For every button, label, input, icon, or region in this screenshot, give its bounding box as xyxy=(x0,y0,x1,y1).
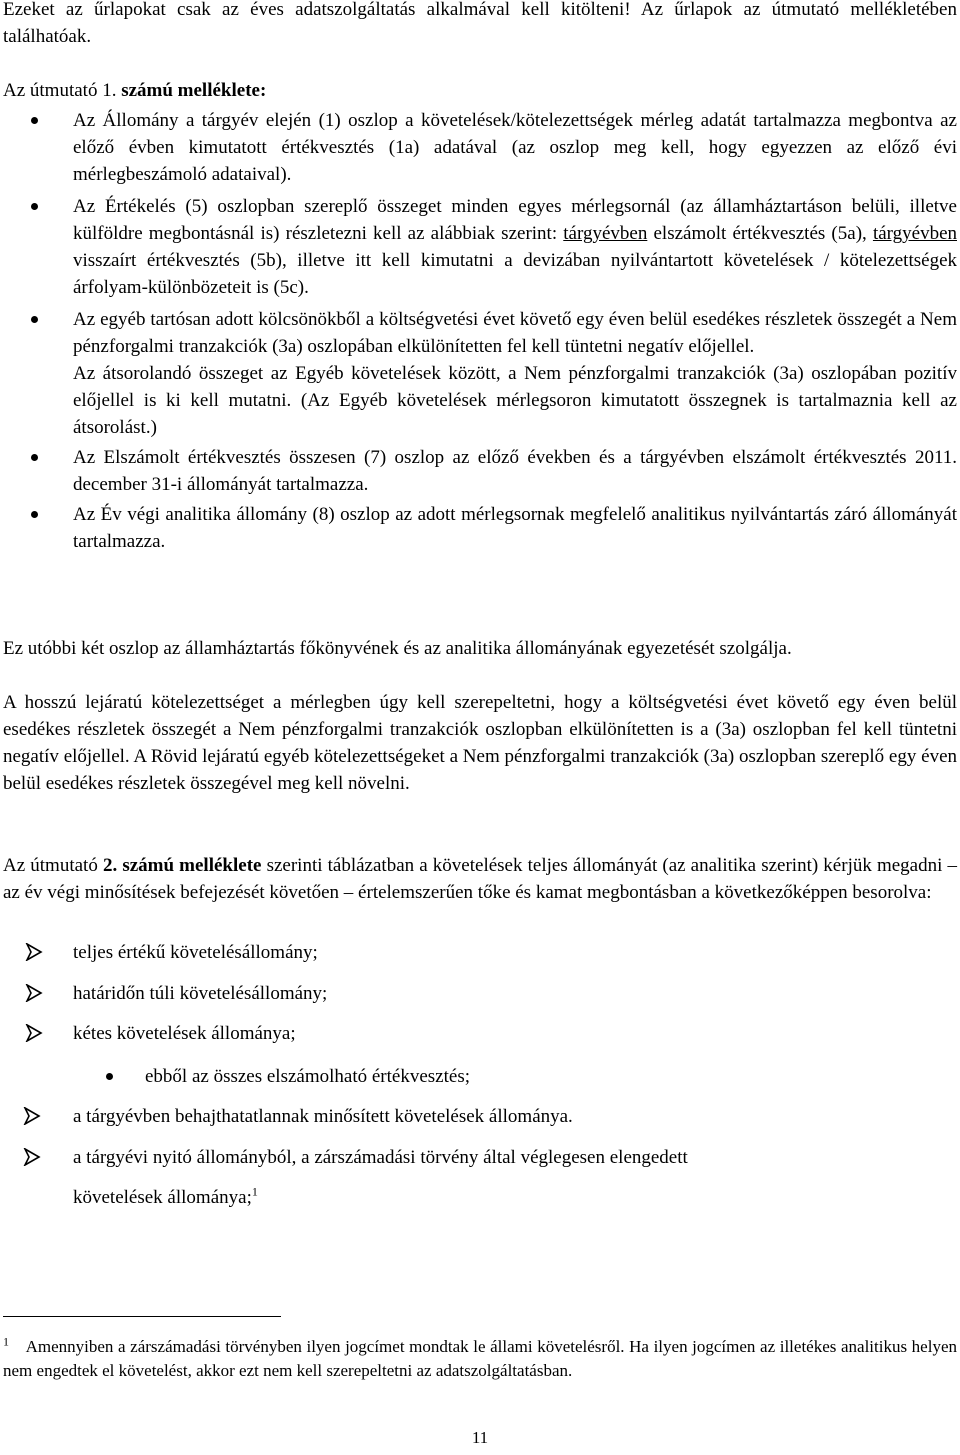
bullet-list-1 xyxy=(3,107,957,555)
bullet-icon xyxy=(31,117,38,124)
bullet-icon xyxy=(31,511,38,518)
list-item-text: Az Állomány a tárgyév elején (1) oszlop a követelések/kötelezettségek mérleg adatát tartalmazza megbontva az előző évben kimutatott értékvesztés (1a) adatával (az oszlop meg kell, hogy egyezzen az előző évi mérlegbeszámoló adataival). xyxy=(73,110,957,185)
arrow-item xyxy=(3,1103,573,1130)
footnote xyxy=(3,1335,957,1383)
arrow-bullet-icon xyxy=(25,943,43,961)
arrow-item-text: a tárgyévben behajthatatlannak minősített követelések állománya. xyxy=(73,1106,573,1127)
list-item xyxy=(3,306,957,441)
list-item-text: Az egyéb tartósan adott kölcsönökből a költségvetési évet követő egy éven belül esedékes részletek összegét a Nem pénzforgalmi tranzakciók (3a) oszlopában elkülönítetten fel kell tüntetni negatív előjellel. xyxy=(73,309,957,357)
arrow-item-text: követelések állománya; xyxy=(73,1187,252,1208)
arrow-item-continuation xyxy=(73,1184,258,1211)
arrow-bullet-icon xyxy=(25,1024,43,1042)
arrow-item-text: a tárgyévi nyitó állományból, a zárszámadási törvény által véglegesen elengedett xyxy=(73,1147,688,1168)
arrow-item xyxy=(3,980,327,1007)
arrow-item xyxy=(3,1144,688,1171)
annex1-heading xyxy=(3,77,266,104)
underlined-term: tárgyévben xyxy=(563,223,648,244)
arrow-bullet-icon xyxy=(25,984,43,1002)
list-item xyxy=(3,501,957,555)
bullet-icon xyxy=(31,316,38,323)
list-item xyxy=(3,193,957,301)
list-item-text: Az Elszámolt értékvesztés összesen (7) oszlop az előző években és a tárgyévben elszámolt értékvesztés 2011. december 31-i állományát tartalmazza. xyxy=(73,447,957,495)
footnote-reference[interactable]: 1 xyxy=(251,1184,258,1199)
bullet-icon xyxy=(106,1073,113,1080)
list-item-text: elszámolt értékvesztés (5a), xyxy=(647,223,873,244)
arrow-item xyxy=(3,1020,296,1047)
list-item xyxy=(3,444,957,498)
footnote-divider xyxy=(3,1316,281,1317)
arrow-item xyxy=(3,939,318,966)
annex2-prefix: Az útmutató xyxy=(3,855,103,876)
arrow-bullet-icon xyxy=(23,1107,41,1125)
list-item xyxy=(3,107,957,188)
bullet-icon xyxy=(31,203,38,210)
arrow-bullet-icon xyxy=(23,1148,41,1166)
annex2-rest: szerinti táblázatban a követelések teljes állományát (az analitika szerint) kérjük megadni – az év végi minősítések befejezését követően – értelemszerűen tőke és kamat megbontásban a következőképpen besorolva: xyxy=(3,855,958,903)
annex1-bold: számú melléklete: xyxy=(121,80,267,101)
list-item-text: Az Értékelés (5) oszlopban szereplő összeget minden egyes mérlegsornál (az államháztartáson belüli, illetve külföldre megbontásnál is) részletezni kell az alábbiak szerint: xyxy=(73,196,957,244)
sub-bullet-text: ebből az összes elszámolható értékvesztés; xyxy=(145,1066,470,1087)
footnote-text: Amennyiben a zárszámadási törvényben ilyen jogcímet mondtak le állami követelésről. Ha ilyen jogcímen az illetékes analitikus helyen nem engedtek el követelést, akkor ezt nem kell szerepeltetni az adatszolgáltatásban. xyxy=(3,1337,957,1380)
annex2-bold: 2. számú melléklete xyxy=(102,855,262,876)
list-item-text: visszaírt értékvesztés (5b), illetve itt kell kimutatni a devizában nyilvántartott követelések / kötelezettségek árfolyam-különbözeteit is (5c). xyxy=(73,250,957,298)
annex2-paragraph xyxy=(3,852,957,906)
paragraph-2: A hosszú lejáratú kötelezettséget a mérlegben úgy kell szerepeltetni, hogy a költségvetési évet követő egy éven belül esedékes részletek összegét a Nem pénzforgalmi tranzakciók oszlopban elkülönítetten is a (3a) oszlopban fel kell tüntetni negatív előjellel. A Rövid lejáratú egyéb kötelezettségeket a Nem pénzforgalmi tranzakciók (3a) oszlopban szereplő egy éven belül esedékes részletek összegével meg kell növelni. xyxy=(3,692,957,794)
arrow-item-text: teljes értékű követelésállomány; xyxy=(73,942,318,963)
underlined-term: tárgyévben xyxy=(872,223,957,244)
arrow-item-text: határidőn túli követelésállomány; xyxy=(73,983,328,1004)
paragraph-1: Ez utóbbi két oszlop az államháztartás főkönyvének és az analitika állományának egyezetését szolgálja. xyxy=(3,638,792,659)
sub-bullet-item xyxy=(3,1063,470,1090)
annex1-prefix: Az útmutató 1. xyxy=(3,80,122,101)
list-item-text: Az Év végi analitika állomány (8) oszlop az adott mérlegsornak megfelelő analitikus nyilvántartás záró állományát tartalmazza. xyxy=(73,504,957,552)
list-item-extra-text: Az átsorolandó összeget az Egyéb követelések között, a Nem pénzforgalmi tranzakciók (3a) oszlopában pozitív előjellel is ki kell mutatni. (Az Egyéb követelések mérlegsoron kimutatott összegnek is tartalmaznia kell az átsorolást.) xyxy=(73,363,957,438)
intro-paragraph: Ezeket az űrlapokat csak az éves adatszolgáltatás alkalmával kell kitölteni! Az űrlapok az útmutató mellékletében találhatóak. xyxy=(3,0,957,47)
footnote-number: 1 xyxy=(3,1334,9,1349)
arrow-item-text: kétes követelések állománya; xyxy=(73,1023,296,1044)
bullet-icon xyxy=(31,454,38,461)
page-number: 11 xyxy=(471,1428,489,1447)
